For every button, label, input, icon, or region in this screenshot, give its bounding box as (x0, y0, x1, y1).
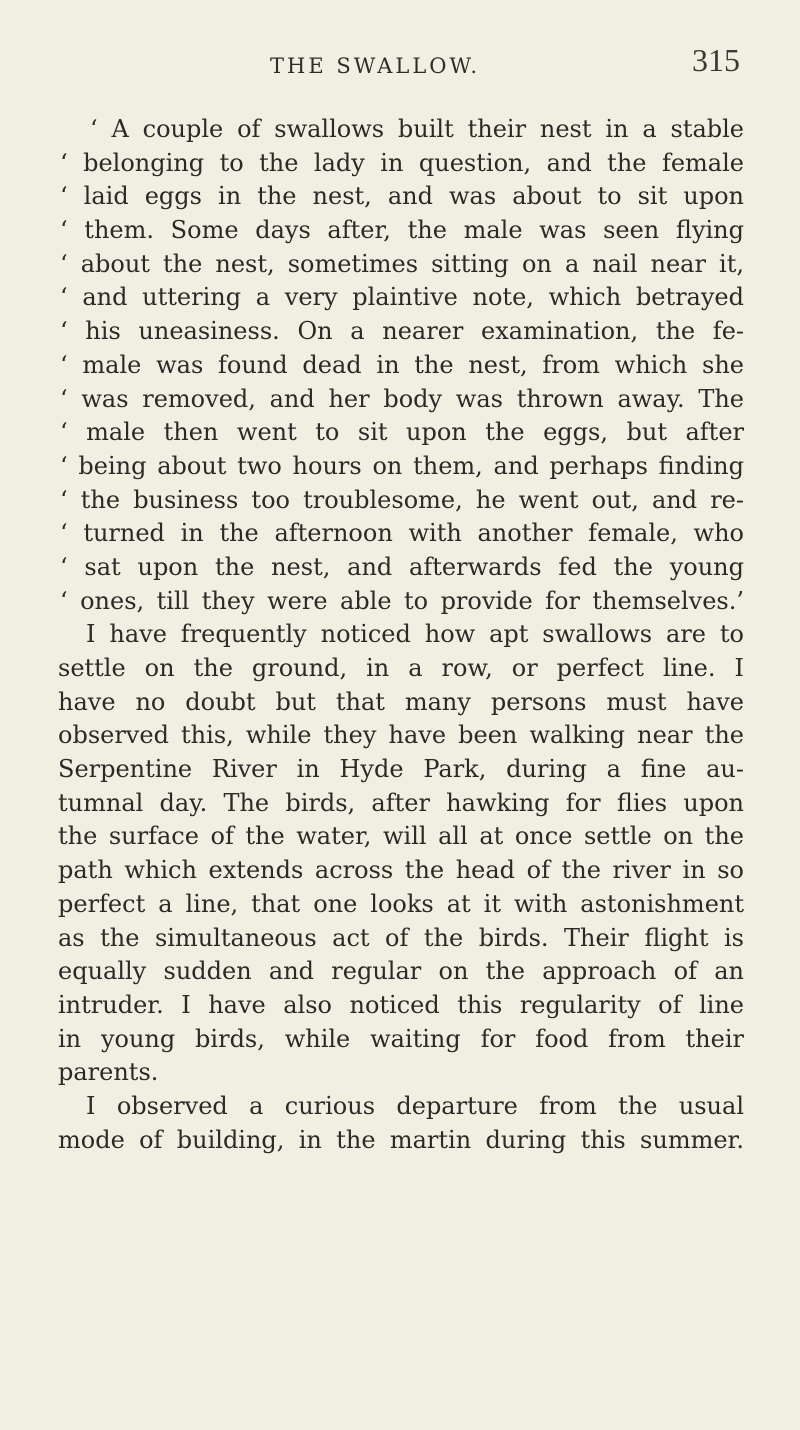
text-line: ‘ A couple of swallows built their nest in a stable (90, 115, 744, 143)
paragraph (58, 618, 744, 1090)
text-line: ‘ being about two hours on them, and perhaps finding (60, 451, 744, 480)
text-line: the surface of the water, will all at once settle on the (58, 822, 744, 851)
text-line: ‘ was removed, and her body was thrown away. The (60, 384, 744, 413)
text-line: ‘ about the nest, sometimes sitting on a nail near it, (60, 249, 744, 278)
paragraph (58, 1090, 744, 1157)
text-line: tumnal day. The birds, after hawking for flies upon (58, 788, 744, 817)
text-line: ‘ and uttering a very plaintive note, which betrayed (60, 283, 744, 312)
text-line: Serpentine River in Hyde Park, during a fine au- (58, 755, 744, 784)
body-text (58, 113, 744, 1157)
text-line: ‘ laid eggs in the nest, and was about to sit upon (60, 182, 744, 211)
text-line: ‘ turned in the afternoon with another female, who (60, 519, 744, 548)
text-line: I have frequently noticed how apt swallows are to (86, 620, 744, 649)
text-line: perfect a line, that one looks at it with astonishment (58, 889, 744, 918)
text-line: settle on the ground, in a row, or perfect line. I (58, 654, 744, 682)
text-line: intruder. I have also noticed this regularity of line (58, 990, 744, 1019)
text-line: ‘ male was found dead in the nest, from which she (60, 350, 744, 379)
text-line: ‘ male then went to sit upon the eggs, but after (60, 418, 744, 447)
text-line: ‘ ones, till they were able to provide for themselves.’ (60, 586, 744, 615)
text-line: parents. (58, 1058, 159, 1087)
text-line: as the simultaneous act of the birds. Their flight is (58, 923, 744, 952)
text-line: mode of building, in the martin during this summer. (58, 1125, 744, 1154)
running-head (0, 40, 800, 90)
page-number: 315 (692, 42, 740, 78)
text-line: have no doubt but that many persons must have (58, 687, 744, 716)
text-line: I observed a curious departure from the usual (86, 1091, 744, 1120)
text-line: ‘ sat upon the nest, and afterwards fed the young (60, 552, 744, 581)
text-line: ‘ his uneasiness. On a nearer examination, the fe- (60, 317, 744, 346)
running-title: THE SWALLOW. (270, 54, 481, 78)
text-line: ‘ them. Some days after, the male was seen flying (60, 216, 744, 245)
text-line: in young birds, while waiting for food from their (58, 1024, 744, 1053)
text-line: observed this, while they have been walking near the (58, 721, 744, 750)
text-line: equally sudden and regular on the approach of an (58, 957, 744, 986)
quoted-paragraph (58, 113, 744, 618)
text-line: ‘ belonging to the lady in question, and the female (60, 148, 744, 177)
text-line: path which extends across the head of the river in so (58, 856, 744, 885)
text-line: ‘ the business too troublesome, he went out, and re- (60, 485, 744, 514)
